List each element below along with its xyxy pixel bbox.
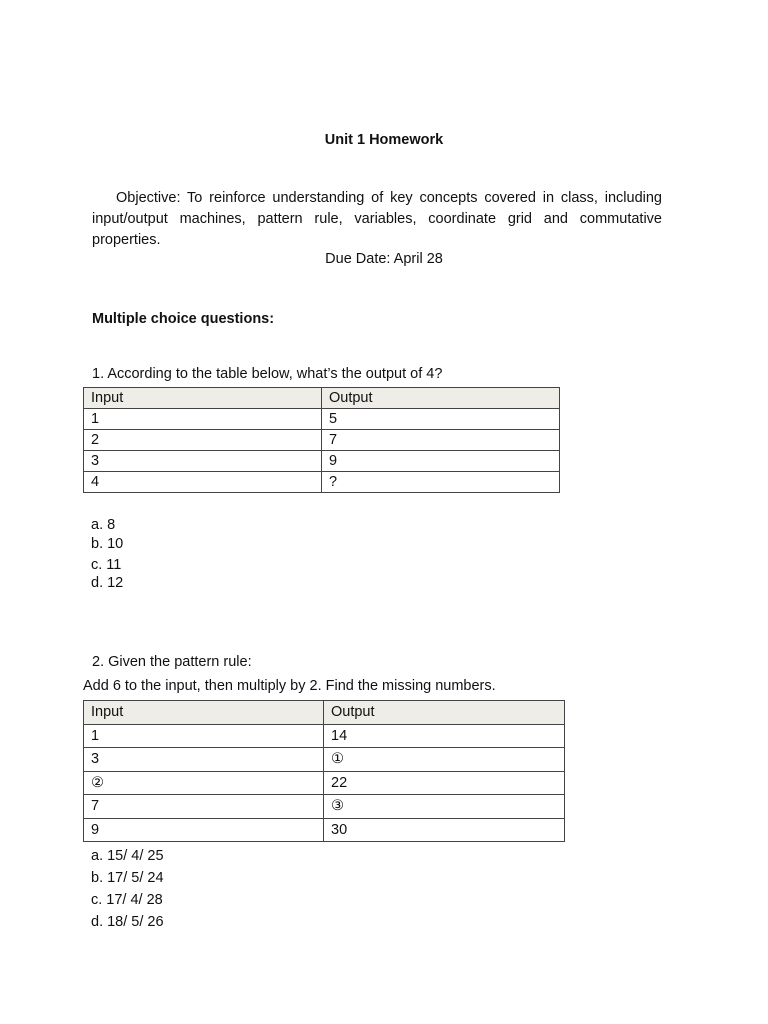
table-header-cell: Input	[84, 388, 322, 409]
table-row	[84, 451, 560, 472]
option-a: a. 15/ 4/ 25	[91, 848, 164, 864]
table-row	[84, 409, 560, 430]
table-cell: 9	[84, 818, 324, 842]
page-title: Unit 1 Homework	[324, 132, 444, 148]
table-cell: 1	[84, 724, 324, 748]
table-header-cell: Output	[324, 701, 565, 725]
table-cell: ③	[324, 795, 565, 819]
table-cell: ?	[322, 472, 560, 493]
due-date: Due Date: April 28	[325, 251, 443, 267]
table-cell: ①	[324, 748, 565, 772]
table-row	[84, 472, 560, 493]
option-d: d. 18/ 5/ 26	[91, 914, 164, 930]
table-cell: 7	[84, 795, 324, 819]
option-c: c. 17/ 4/ 28	[91, 892, 163, 908]
table-header-row	[84, 388, 560, 409]
question-2-table	[83, 700, 565, 842]
table-cell: 1	[84, 409, 322, 430]
option-a: a. 8	[91, 517, 116, 533]
table-cell: 3	[84, 451, 322, 472]
option-b: b. 10	[91, 536, 124, 552]
table-header-cell: Input	[84, 701, 324, 725]
table-header-cell: Output	[322, 388, 560, 409]
table-cell: 22	[324, 771, 565, 795]
table-cell: 2	[84, 430, 322, 451]
option-b: b. 17/ 5/ 24	[91, 870, 164, 886]
question-1-table	[83, 387, 560, 493]
table-cell: 4	[84, 472, 322, 493]
table-cell: ②	[84, 771, 324, 795]
table-row	[84, 430, 560, 451]
objective-text: Objective: To reinforce understanding of key concepts covered in class, including input/output machines, pattern rule, variables, coordinate grid and commutative properties.	[92, 190, 662, 248]
table-row	[84, 818, 565, 842]
table-header-row	[84, 701, 565, 725]
question-2-rule: Add 6 to the input, then multiply by 2. Find the missing numbers.	[83, 678, 496, 694]
table-cell: 9	[322, 451, 560, 472]
question-2-prompt: 2. Given the pattern rule:	[92, 654, 252, 670]
table-cell: 7	[322, 430, 560, 451]
table-row	[84, 724, 565, 748]
option-c: c. 11	[91, 557, 122, 573]
table-cell: 5	[322, 409, 560, 430]
option-d: d. 12	[91, 575, 124, 591]
table-cell: 14	[324, 724, 565, 748]
question-1-prompt: 1. According to the table below, what’s the output of 4?	[92, 366, 443, 382]
table-row	[84, 771, 565, 795]
table-row	[84, 748, 565, 772]
table-cell: 30	[324, 818, 565, 842]
table-cell: 3	[84, 748, 324, 772]
table-row	[84, 795, 565, 819]
section-heading: Multiple choice questions:	[92, 311, 275, 327]
